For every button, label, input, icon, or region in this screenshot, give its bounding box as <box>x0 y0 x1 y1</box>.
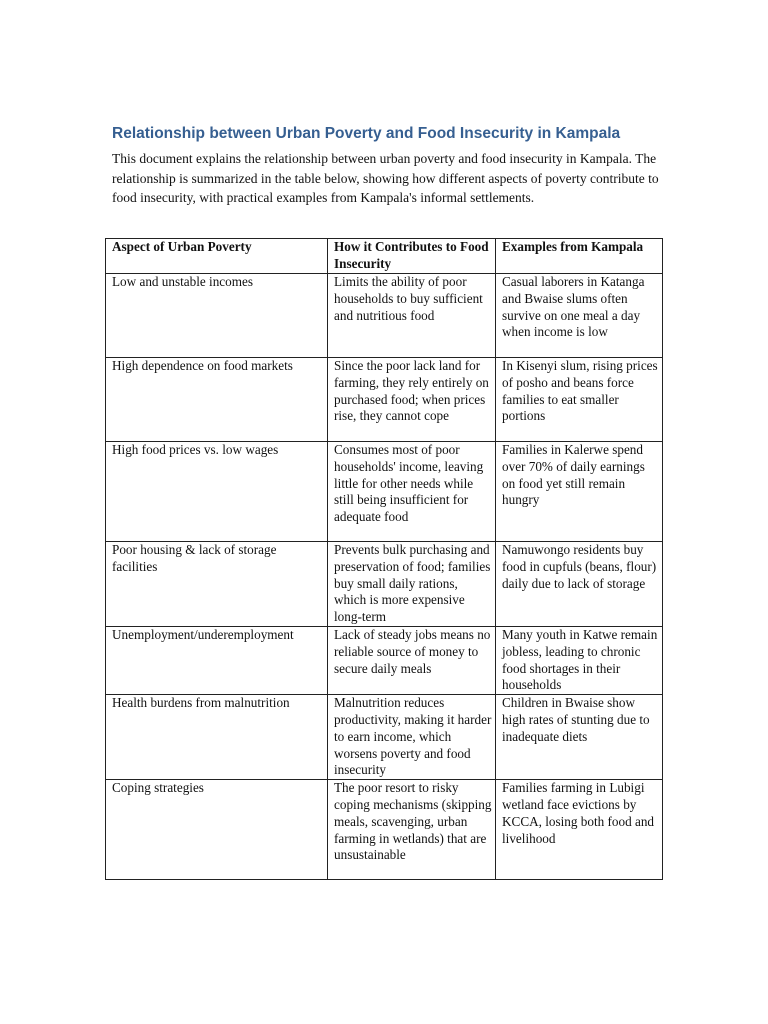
table-row <box>106 358 663 442</box>
cell-contribution: Since the poor lack land for farming, they rely entirely on purchased food; when prices rise, they cannot cope <box>328 358 496 442</box>
poverty-food-insecurity-table <box>105 238 663 880</box>
cell-contribution: Consumes most of poor households' income, leaving little for other needs while still being insufficient for adequate food <box>328 442 496 542</box>
table-row <box>106 542 663 627</box>
table-row <box>106 274 663 358</box>
table-header-row <box>106 239 663 274</box>
cell-aspect: Poor housing & lack of storage facilities <box>106 542 328 627</box>
cell-example: Children in Bwaise show high rates of stunting due to inadequate diets <box>496 695 663 780</box>
table-row <box>106 626 663 694</box>
header-aspect: Aspect of Urban Poverty <box>106 239 328 274</box>
cell-aspect: Coping strategies <box>106 780 328 880</box>
cell-example: Many youth in Katwe remain jobless, leading to chronic food shortages in their households <box>496 626 663 694</box>
table-row <box>106 780 663 880</box>
cell-example: Families farming in Lubigi wetland face evictions by KCCA, losing both food and livelihood <box>496 780 663 880</box>
cell-contribution: Limits the ability of poor households to buy sufficient and nutritious food <box>328 274 496 358</box>
cell-example: In Kisenyi slum, rising prices of posho and beans force families to eat smaller portions <box>496 358 663 442</box>
header-examples: Examples from Kampala <box>496 239 663 274</box>
cell-aspect: Unemployment/underemployment <box>106 626 328 694</box>
cell-contribution: Lack of steady jobs means no reliable source of money to secure daily meals <box>328 626 496 694</box>
cell-aspect: High dependence on food markets <box>106 358 328 442</box>
header-contribution: How it Contributes to Food Insecurity <box>328 239 496 274</box>
cell-contribution: Prevents bulk purchasing and preservation of food; families buy small daily rations, which is more expensive long-term <box>328 542 496 627</box>
cell-example: Families in Kalerwe spend over 70% of daily earnings on food yet still remain hungry <box>496 442 663 542</box>
table-row <box>106 442 663 542</box>
table-row <box>106 695 663 780</box>
document-title: Relationship between Urban Poverty and Food Insecurity in Kampala <box>112 125 621 142</box>
cell-contribution: Malnutrition reduces productivity, making it harder to earn income, which worsens poverty and food insecurity <box>328 695 496 780</box>
cell-example: Casual laborers in Katanga and Bwaise slums often survive on one meal a day when income is low <box>496 274 663 358</box>
cell-contribution: The poor resort to risky coping mechanisms (skipping meals, scavenging, urban farming in wetlands) that are unsustainable <box>328 780 496 880</box>
cell-example: Namuwongo residents buy food in cupfuls (beans, flour) daily due to lack of storage <box>496 542 663 627</box>
intro-paragraph: This document explains the relationship between urban poverty and food insecurity in Kampala. The relationship is summarized in the table below, showing how different aspects of poverty contribute to food insecurity, with practical examples from Kampala's informal settlements. <box>112 151 659 205</box>
cell-aspect: Low and unstable incomes <box>106 274 328 358</box>
cell-aspect: Health burdens from malnutrition <box>106 695 328 780</box>
cell-aspect: High food prices vs. low wages <box>106 442 328 542</box>
